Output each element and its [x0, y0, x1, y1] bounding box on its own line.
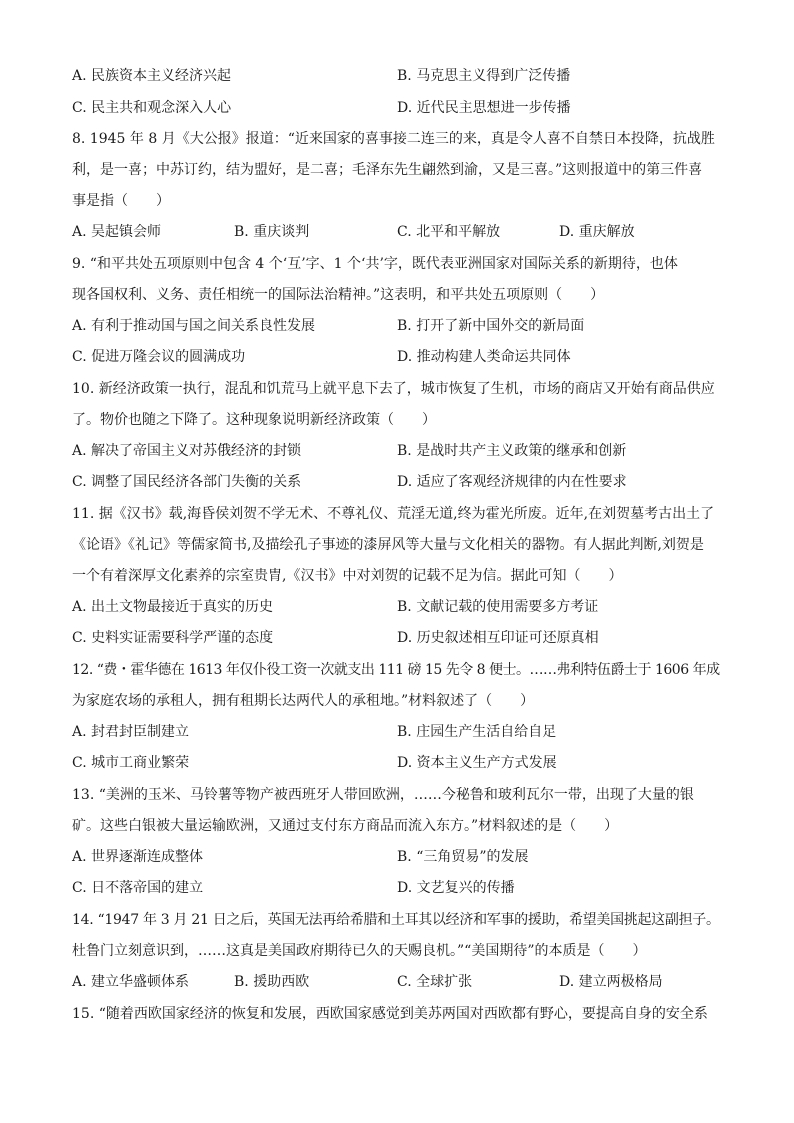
q12-stem-line1: 12. “费・霍华德在 1613 年仅仆役工资一次就支出 111 磅 15 先令 8 便士。……弗利特伍爵士于 1606 年成 — [72, 662, 720, 678]
q13-stem-line2: 矿。这些白银被大量运输欧洲，又通过支付东方商品而流入东方。”材料叙述的是（ ） — [72, 818, 619, 834]
q10-stem-line2: 了。物价也随之下降了。这种现象说明新经济政策（ ） — [72, 412, 436, 428]
q8-option-b: B. 重庆谈判 — [234, 224, 310, 240]
q12-option-a: A. 封君封臣制建立 — [72, 724, 190, 740]
q9-option-d: D. 推动构建人类命运共同体 — [397, 349, 571, 365]
q12-option-b: B. 庄园生产生活自给自足 — [397, 724, 557, 740]
q8-stem-line2: 利，是一喜；中苏订约，结为盟好，是二喜；毛泽东先生翩然到渝，又是三喜。”这则报道中的第三件喜 — [72, 162, 703, 178]
q11-option-d: D. 历史叙述相互印证可还原真相 — [397, 630, 599, 646]
q10-option-b: B. 是战时共产主义政策的继承和创新 — [397, 443, 627, 459]
q14-option-a: A. 建立华盛顿体系 — [72, 974, 190, 990]
q9-option-a: A. 有利于推动国与国之间关系良性发展 — [72, 318, 316, 334]
q8-option-a: A. 吴起镇会师 — [72, 224, 162, 240]
q9-stem-line1: 9. “和平共处五项原则中包含 4 个‘互’字、1 个‘共’字，既代表亚洲国家对国际关系的新期待，也体 — [72, 256, 678, 272]
q12-option-d: D. 资本主义生产方式发展 — [397, 755, 557, 771]
q14-option-c: C. 全球扩张 — [397, 974, 473, 990]
q11-option-c: C. 史料实证需要科学严谨的态度 — [72, 630, 274, 646]
q13-option-a: A. 世界逐渐连成整体 — [72, 849, 204, 865]
q12-stem-line2: 为家庭农场的承租人，拥有租期长达两代人的承租地。”材料叙述了（ ） — [72, 693, 535, 709]
q14-stem-line1: 14. “1947 年 3 月 21 日之后，英国无法再给希腊和土耳其以经济和军事的援助，希望美国挑起这副担子。 — [72, 912, 720, 928]
q7-option-c: C. 民主共和观念深入人心 — [72, 100, 232, 116]
q11-option-b: B. 文献记载的使用需要多方考证 — [397, 599, 599, 615]
q10-option-c: C. 调整了国民经济各部门失衡的关系 — [72, 474, 302, 490]
q13-stem-line1: 13. “美洲的玉米、马铃薯等物产被西班牙人带回欧洲，……今秘鲁和玻利瓦尔一带，出现了大量的银 — [72, 787, 694, 803]
q15-stem-line1: 15. “随着西欧国家经济的恢复和发展，西欧国家感觉到美苏两国对西欧都有野心，要提高自身的安全系 — [72, 1006, 708, 1022]
q11-stem-line2: 《论语》《礼记》等儒家简书,及描绘孔子事迹的漆屏风等大量与文化相关的器物。有人据此判断,刘贺是 — [72, 537, 704, 553]
q12-option-c: C. 城市工商业繁荣 — [72, 755, 190, 771]
q10-stem-line1: 10. 新经济政策一执行，混乱和饥荒马上就平息下去了，城市恢复了生机，市场的商店又开始有商品供应 — [72, 381, 715, 397]
q7-option-d: D. 近代民主思想进一步传播 — [397, 100, 571, 116]
q8-stem-line3: 事是指（ ） — [72, 193, 170, 209]
q13-option-b: B. “三角贸易”的发展 — [397, 849, 529, 865]
q14-stem-line2: 杜鲁门立刻意识到，……这真是美国政府期待已久的天赐良机。”“美国期待”的本质是（ ） — [72, 943, 647, 959]
q10-option-a: A. 解决了帝国主义对苏俄经济的封锁 — [72, 443, 302, 459]
q9-option-b: B. 打开了新中国外交的新局面 — [397, 318, 585, 334]
q11-option-a: A. 出土文物最接近于真实的历史 — [72, 599, 274, 615]
q8-stem-line1: 8. 1945 年 8 月《大公报》报道：“近来国家的喜事接二连三的来，真是令人喜不自禁日本投降，抗战胜 — [72, 131, 715, 147]
q7-option-a: A. 民族资本主义经济兴起 — [72, 68, 232, 84]
q13-option-c: C. 日不落帝国的建立 — [72, 880, 204, 896]
q10-option-d: D. 适应了客观经济规律的内在性要求 — [397, 474, 627, 490]
q9-option-c: C. 促进万隆会议的圆满成功 — [72, 349, 246, 365]
q8-option-c: C. 北平和平解放 — [397, 224, 501, 240]
q7-option-b: B. 马克思主义得到广泛传播 — [397, 68, 571, 84]
q13-option-d: D. 文艺复兴的传播 — [397, 880, 515, 896]
q9-stem-line2: 现各国权利、义务、责任相统一的国际法治精神。”这表明，和平共处五项原则（ ） — [72, 287, 605, 303]
q11-stem-line3: 一个有着深厚文化素养的宗室贵胄,《汉书》中对刘贺的记载不足为信。据此可知（ ） — [72, 568, 623, 584]
q14-option-b: B. 援助西欧 — [234, 974, 310, 990]
q8-option-d: D. 重庆解放 — [559, 224, 635, 240]
q11-stem-line1: 11. 据《汉书》载,海昏侯刘贺不学无术、不尊礼仪、荒淫无道,终为霍光所废。近年,在刘贺墓考古出土了 — [72, 506, 715, 522]
q14-option-d: D. 建立两极格局 — [559, 974, 663, 990]
